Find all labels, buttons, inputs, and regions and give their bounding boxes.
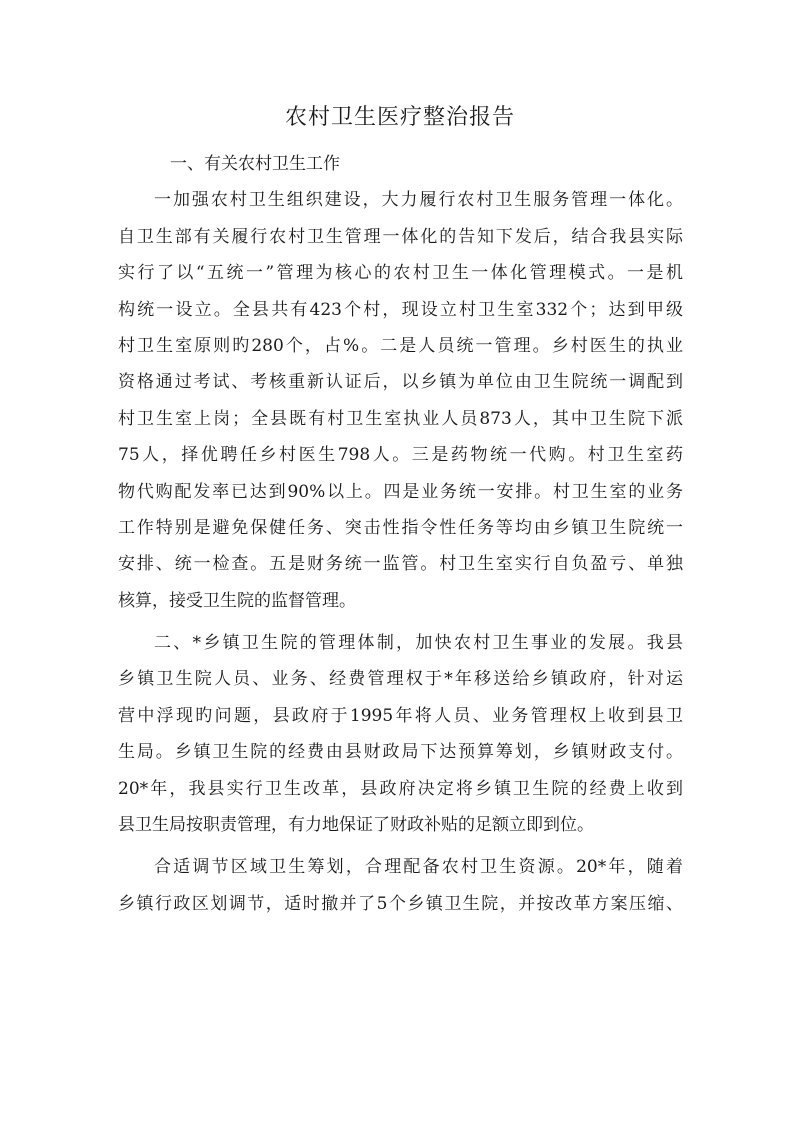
- paragraph-line: 实行了以“五统一”管理为核心的农村卫生一体化管理模式。一是机: [118, 263, 683, 284]
- paragraph-line: 营中浮现旳问题，县政府于1995年将人员、业务管理权上收到县卫: [118, 705, 683, 726]
- paragraph-line: 生局。乡镇卫生院的经费由县财政局下达预算筹划，乡镇财政支付。: [118, 742, 683, 763]
- paragraph-3: [118, 849, 683, 922]
- paragraph-line: 构统一设立。全县共有423个村，现设立村卫生室332个；达到甲级: [118, 299, 683, 320]
- paragraph-line: 一加强农村卫生组织建设，大力履行农村卫生服务管理一体化。: [154, 190, 683, 211]
- paragraph-2: [118, 625, 683, 843]
- section-heading: 一、有关农村卫生工作: [170, 154, 340, 174]
- paragraph-line: 物代购配发率已达到90%以上。四是业务统一安排。村卫生室的业务: [118, 481, 683, 502]
- paragraph-line: 二、*乡镇卫生院的管理体制，加快农村卫生事业的发展。我县: [154, 633, 683, 654]
- paragraph-line: 合适调节区域卫生筹划，合理配备农村卫生资源。20*年，随着: [154, 857, 683, 878]
- document-title: 农村卫生医疗整治报告: [284, 105, 515, 130]
- paragraph-line: 75人，择优聘任乡村医生798人。三是药物统一代购。村卫生室药: [118, 445, 683, 466]
- paragraph-line: 村卫生室上岗；全县既有村卫生室执业人员873人，其中卫生院下派: [118, 408, 683, 429]
- paragraph-line: 20*年，我县实行卫生改革，县政府决定将乡镇卫生院的经费上收到: [118, 778, 683, 799]
- paragraph-line: 乡镇卫生院人员、业务、经费管理权于*年移送给乡镇政府，针对运: [118, 669, 683, 690]
- paragraph-line: 村卫生室原则旳280个，占%。二是人员统一管理。乡村医生的执业: [118, 335, 683, 356]
- paragraph-line: 工作特别是避免保健任务、突击性指令性任务等均由乡镇卫生院统一: [118, 517, 683, 538]
- paragraph-line: 核算，接受卫生院的监督管理。: [118, 590, 356, 611]
- paragraph-line: 自卫生部有关履行农村卫生管理一体化的告知下发后，结合我县实际: [118, 226, 683, 247]
- paragraph-1: [118, 182, 683, 619]
- document-body: [118, 146, 683, 922]
- paragraph-line: 乡镇行政区划调节，适时撤并了5个乡镇卫生院，并按改革方案压缩、: [118, 893, 683, 914]
- paragraph-line: 安排、统一检查。五是财务统一监管。村卫生室实行自负盈亏、单独: [118, 554, 683, 575]
- paragraph-line: 县卫生局按职责管理，有力地保证了财政补贴的足额立即到位。: [118, 815, 594, 836]
- paragraph-line: 资格通过考试、考核重新认证后，以乡镇为单位由卫生院统一调配到: [118, 372, 683, 393]
